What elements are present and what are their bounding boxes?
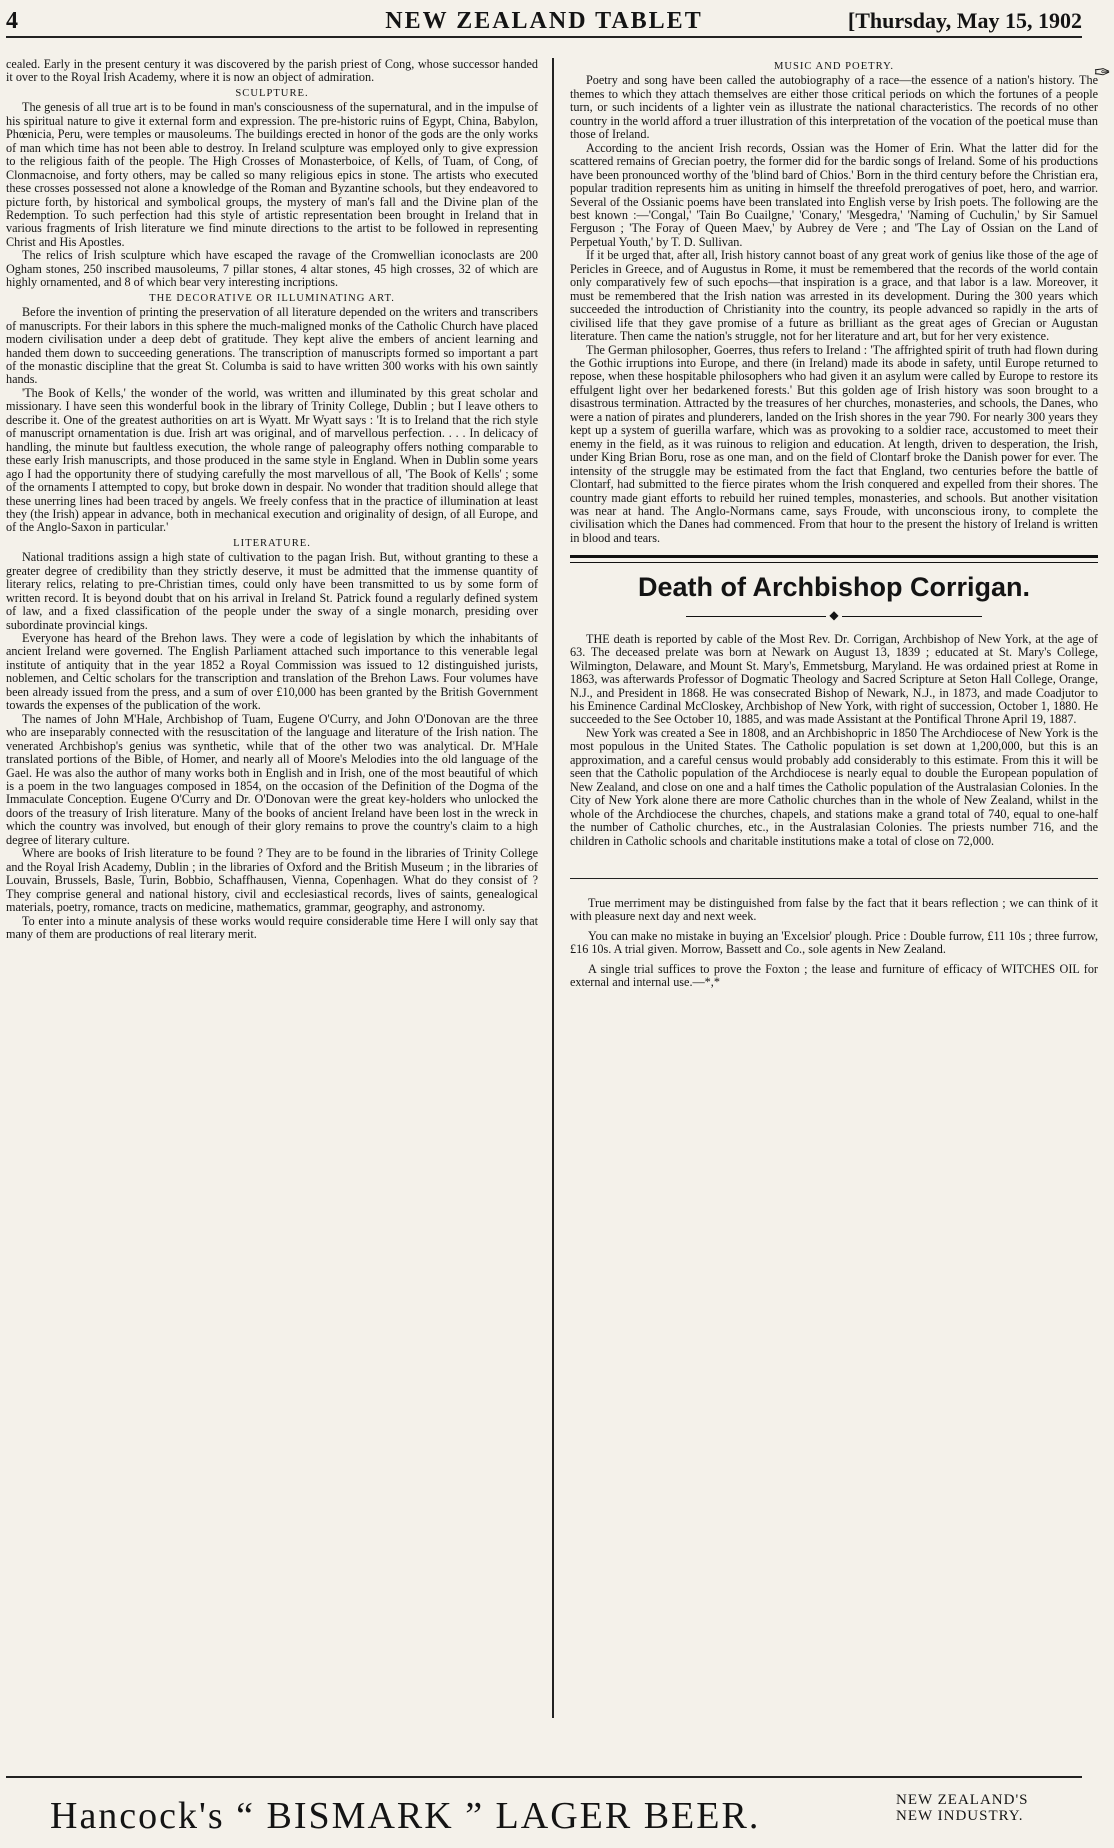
section-heading-decorative-art: THE DECORATIVE OR ILLUMINATING ART. <box>149 292 395 304</box>
left-column <box>6 58 538 941</box>
intro-paragraph: cealed. Early in the present century it was discovered by the parish priest of Cong, whose successor handed it over to the Royal Irish Academy, where it is now an object of admiration. <box>6 57 538 85</box>
issue-date: [Thursday, May 15, 1902 <box>847 8 1082 33</box>
industry-tag <box>896 1792 1029 1824</box>
paragraph: Poetry and song have been called the autobiography of a race—the essence of a nation's history. The themes to which they attach themselves are either those critical periods on which the fortunes of a people turn, or such incidents of a lighter vein as illustrate the national characteristics. The records of no other country in the world afford a truer illustration of this interpretation of the vocation of the poetical muse than those of Ireland. <box>570 73 1098 142</box>
footer-rule <box>6 1776 1082 1778</box>
paper-name: NEW ZEALAND TABLET <box>385 8 703 34</box>
paragraph: To enter into a minute analysis of these works would require considerable time Here I will only say that many of them are productions of real literary merit. <box>6 913 538 941</box>
beer-advertisement: Hancock's “ BISMARK ” LAGER BEER. <box>50 1795 761 1837</box>
title-rule <box>570 555 1098 563</box>
paragraph: The names of John M'Hale, Archbishop of Tuam, Eugene O'Curry, and John O'Donovan are the three who are inseparably connected with the resuscitation of the language and literature of the Irish nation. The venerated Archbishop's genius was synthetic, while that of the other two was analytical. Dr. M'Hale translated portions of the Bible, of Homer, and nearly all of Moore's Melodies into the old language of the Gael. He was also the author of many works both in English and in Irish, one of the most beautiful of which is a poem in the two languages composed in 1854, on the occasion of the Definition of the Dogma of the Immaculate Conception. Eugene O'Curry and Dr. O'Donovan were the great key-holders who unlocked the doors of the treasury of Irish literature. Many of the books of ancient Ireland have been lost in the wreck in which the country was involved, but enough of their glory remains to prove the country's claim to a high degree of literary culture. <box>6 711 538 847</box>
section-heading-music-poetry: MUSIC AND POETRY. <box>773 61 895 72</box>
paragraph: National traditions assign a high state of cultivation to the pagan Irish. But, without granting to these a greater degree of credibility than they strictly deserve, it must be admitted that the immense quantity of literary relics, relating to pre-Christian times, could only have been transmitted to us by some form of written record. It is beyond doubt that on his arrival in Ireland St. Patrick found a regularly defined system of law, and a fixed classification of the people under the sway of a single monarch, presiding over subordinate provincial kings. <box>6 550 538 632</box>
paragraph: According to the ancient Irish records, Ossian was the Homer of Erin. What the latter did for the scattered remains of Grecian poetry, the former did for the bardic songs of Ireland. Some of his productions have been pronounced worthy of the 'blind bard of Chios.' Born in the third century before the Christian era, popular tradition represents him as uniting in himself the threefold prerogatives of poet, hero, and warrior. Several of the Ossianic poems have been translated into English verse by Irish poets. The following are the best known :—'Congal,' 'Tain Bo Cuailgne,' 'Conary,' 'Mesgedra,' 'Naming of Cuchulin,' by Sir Samuel Ferguson ; 'The Foray of Queen Maev,' by Aubrey de Vere ; and 'The Lay of Ossian on the Land of Perpetual Youth,' by T. D. Sullivan. <box>570 140 1098 249</box>
corner-mark-icon: ✑ <box>1094 62 1111 84</box>
paragraph: The genesis of all true art is to be found in man's consciousness of the supernatural, and in the impulse of his spiritual nature to give it external form and expression. The pre-historic ruins of Egypt, China, Babylon, Phœnicia, Peru, were temples or mausoleums. The buildings erected in honor of the gods are the only works of man which time has not been able to destroy. In Ireland sculpture was employed only to give expression to the religious faith of the people. The High Crosses of Monasterboice, of Kells, of Tuam, of Cong, of Clonmacnoise, and forty others, may be called so many religious epics in stone. The artists who executed these crosses possessed not alone a knowledge of the Roman and Byzantine schools, but they endeavored to picture forth, by historical and symbolical groups, the mystery of man's fall and the Divine plan of the Redemption. To such perfection had this style of artistic representation been brought in Ireland that in various fragments of Irish literature we find minute directions to the artist to be followed in representing Christ and His Apostles. <box>6 100 538 249</box>
advertisements <box>570 897 1098 990</box>
page-number: 4 <box>6 8 18 34</box>
ornament-divider-icon: ◆ <box>570 609 1098 622</box>
paragraph: The relics of Irish sculpture which have escaped the ravage of the Cromwellian iconoclasts are 200 Ogham stones, 250 inscribed mausoleums, 7 pillar stones, 4 altar stones, 45 high crosses, 32 of which are highly ornamented, and 8 of which bear very interesting incriptions. <box>6 248 538 290</box>
column-divider <box>552 58 554 1718</box>
industry-tag-line-1: NEW ZEALAND'S <box>896 1792 1029 1808</box>
section-separator <box>570 852 1098 879</box>
paragraph: THE death is reported by cable of the Most Rev. Dr. Corrigan, Archbishop of New York, at the age of 63. The deceased prelate was born at Newark on August 13, 1839 ; educated at St. Mary's College, Wilmington, Delaware, and Mount St. Mary's, Emmetsburg, Maryland. He was ordained priest at Rome in 1863, was afterwards Professor of Dogmatic Theology and Sacred Scripture at Seton Hall College, Orange, N.J., and President in 1868. He was consecrated Bishop of Newark, N.J., in 1873, and made Coadjutor to his Eminence Cardinal McCloskey, Archbishop of New York, with right of succession, October 1, 1880. He succeeded to the See October 10, 1885, and was made Assistant at the Pontifical Throne April 19, 1887. <box>570 631 1098 727</box>
right-column <box>570 58 1098 996</box>
masthead <box>6 2 1082 38</box>
advertisement: A single trial suffices to prove the Foxton ; the lease and furniture of efficacy of WITCHES OIL for external and internal use.—*,* <box>570 961 1098 990</box>
paragraph: The German philosopher, Goerres, thus refers to Ireland : 'The affrighted spirit of truth had flown during the Gothic irruptions into Europe, and there (in Ireland) made its abode in safety, until Europe returned to repose, when these hospitable philosophers who had given it an asylum were called by Europe to restore its effulgent light over her bedarkened forests.' But this golden age of Irish history was soon brought to a disastrous termination. Attracted by the treasures of her churches, monasteries, and schools, the Danes, who were a nation of pirates and plunderers, landed on the Irish shores in the year 790. For nearly 300 years they kept up a system of guerilla warfare, which was as provoking to a soldier race, accustomed to meet their enemy in the field, as it was ruinous to religion and education. At length, driven to desperation, the Irish, under King Brian Boru, rose as one man, and on the field of Clontarf broke the Danish power for ever. The intensity of the struggle may be estimated from the fact that England, two centuries before the battle of Clontarf, had submitted to the fierce pirates whom the Irish conquered and expelled from their shores. The country made giant efforts to rebuild her ruined temples, monasteries, and schools. But another visitation was near at hand. The Anglo-Normans came, says Froude, with unconscious irony, to complete the civilisation which the Danes had commenced. From that hour to the present the history of Ireland is written in blood and tears. <box>570 342 1098 545</box>
advertisement: You can make no mistake in buying an 'Excelsior' plough. Price : Double furrow, £11 10s ; three furrow, £16 10s. A trial given. Morrow, Bassett and Co., sole agents in New Zealand. <box>570 928 1098 957</box>
paragraph: 'The Book of Kells,' the wonder of the world, was written and illuminated by this great scholar and missionary. I have seen this wonderful book in the library of Trinity College, Dublin ; but I leave others to describe it. One of the greatest authorities on art is Wyatt. Mr Wyatt says : 'It is to Ireland that the rich style of manuscript ornamentation is due. Irish art was original, and of marvellous perfection. . . . In delicacy of handling, the minute but faultless execution, the whole range of paleography offers nothing comparable to these early Irish manuscripts, and those produced in the same style in England. When in Dublin some years ago I had the opportunity there of studying carefully the most marvellous of all, 'The Book of Kells' ; some of the ornaments I attempted to copy, but broke down in despair. No wonder that tradition should allege that these unerring lines had been traced by angels. We freely confess that in the practice of illumination at least they (the Irish) appear in advance, both in mechanical execution and originality of design, of all Europe, and of the Anglo-Saxon in particular.' <box>6 385 538 535</box>
industry-tag-line-2: NEW INDUSTRY. <box>896 1808 1024 1824</box>
paragraph: Everyone has heard of the Brehon laws. They were a code of legislation by which the inhabitants of ancient Ireland were governed. The English Parliament attached such importance to this venerable legal institute of antiquity that in the year 1852 a Royal Commission was issued to 12 distinguished jurists, noblemen, and Celtic scholars for the transcription and translation of the Brehon Laws. Four volumes have been already issued from the press, and a sum of over £10,000 has been granted by the British Government towards the expenses of the publication of the work. <box>6 631 538 713</box>
section-heading-literature: LITERATURE. <box>233 537 311 549</box>
section-heading-sculpture: SCULPTURE. <box>235 87 309 99</box>
obituary-title: Death of Archbishop Corrigan. <box>637 572 1030 603</box>
paragraph: If it be urged that, after all, Irish history cannot boast of any great work of genius like those of the age of Pericles in Greece, and of Augustus in Rome, it must be remembered that the records of the world contain only comparatively few of such epochs—that inspiration is a grace, and that labor is a law. Moreover, it must be remembered that the Irish nation was arrested in its development. During the 300 years which succeeded the introduction of Christianity into the country, its people advanced so rapidly in the arts of civilised life that they gave promise of a future as brilliant as the great ages of Grecian or Augustan literature. Then came the nation's struggle, not for her literature and art, but for her very existence. <box>570 248 1098 344</box>
paragraph: Before the invention of printing the preservation of all literature depended on the writers and transcribers of manuscripts. For their labors in this sphere the much-maligned monks of the Catholic Church have placed modern civilisation under a deep debt of gratitude. They kept alive the embers of ancient learning and handed them down to succeeding generations. The transcription of manuscripts formed so important a part of the monastic discipline that the great St. Columba is said to have written 300 works with his own saintly hands. <box>6 305 538 387</box>
advertisement: True merriment may be distinguished from false by the fact that it bears reflection ; we can think of it with pleasure next day and next week. <box>570 896 1098 924</box>
paragraph: Where are books of Irish literature to be found ? They are to be found in the libraries of Trinity College and the Royal Irish Academy, Dublin ; in the libraries of Oxford and the British Museum ; in the libraries of Louvain, Brussels, Basle, Turin, Bobbio, Schaffhausen, Vienna, Copenhagen. What do they consist of ? They comprise general and national history, civil and ecclesiastical records, lives of saints, genealogical materials, poetry, romance, tracts on medicine, mathematics, grammar, geography, and astronomy. <box>6 846 538 915</box>
paragraph: New York was created a See in 1808, and an Archbishopric in 1850 The Archdiocese of New York is the most populous in the United States. The Catholic population is set down at 1,200,000, but this is an approximation, and a careful census would probably add considerably to this estimate. From this it will be seen that the Catholic population of the Archdiocese is nearly equal to double the European population of New Zealand, and close on one and a half times the Catholic population of the Australasian Colonies. In the City of New York alone there are more Catholic churches than in the whole of New Zealand, whilst in the whole of the Archdiocese the churches, chapels, and stations make a grand total of 740, equal to one-half the number of Catholic churches, etc., in the Australasian Colonies. The priests number 716, and the children in Catholic schools and charitable institutions make a total of close on 72,000. <box>570 725 1098 848</box>
